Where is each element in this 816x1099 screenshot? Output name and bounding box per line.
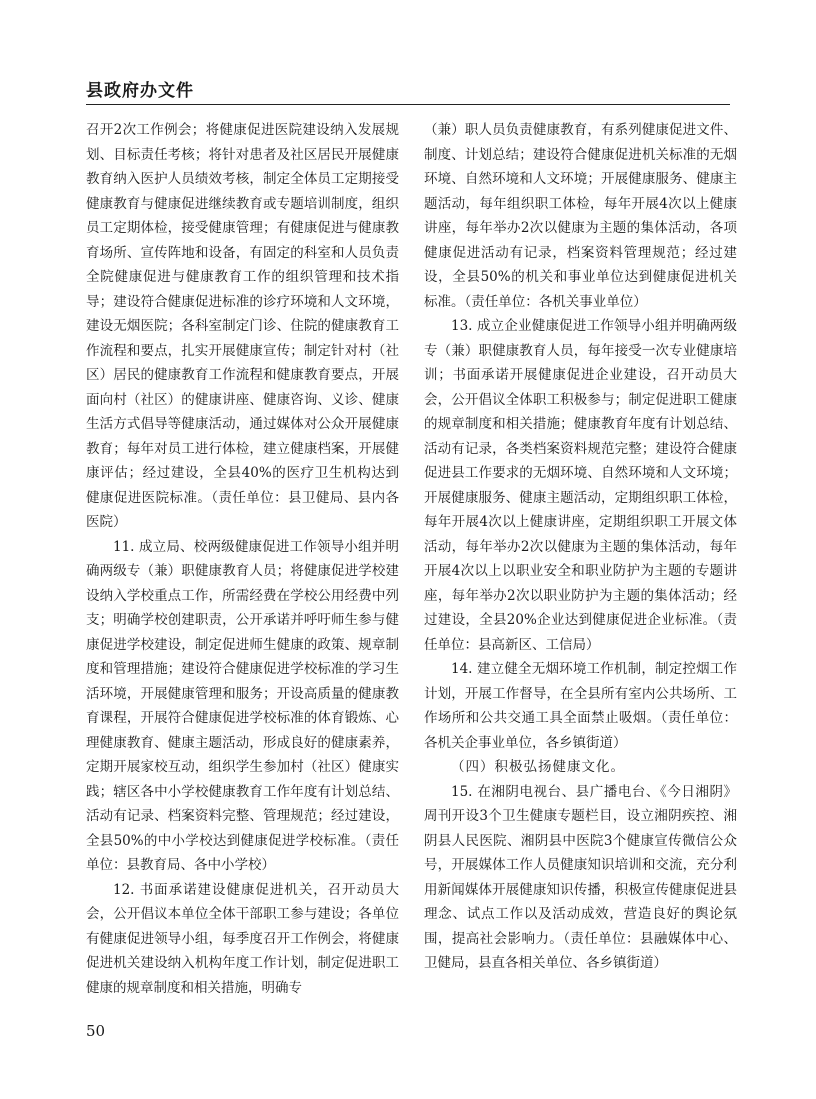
page-number: 50 bbox=[86, 1022, 106, 1040]
page-header bbox=[86, 76, 730, 105]
paragraph-15: 15. 在湘阴电视台、县广播电台、《今日湘阴》周刊开设3个卫生健康专题栏目，设立湘阴疾控、湘阴县人民医院、湘阴县中医院3个健康宣传微信公众号，开展媒体工作人员健康知识培训和交流，充分利用新闻媒体开展健康知识传播，积极宣传健康促进县理念、试点工作以及活动成效，营造良好的舆论氛围，提高社会影响力。（责任单位：县融媒体中心、卫健局，县直各相关单位、各乡镇街道） bbox=[424, 783, 737, 971]
left-column bbox=[86, 118, 399, 1000]
document-header-title: 县政府办文件 bbox=[86, 81, 194, 101]
section-heading-4: （四）积极弘扬健康文化。 bbox=[451, 759, 625, 775]
paragraph-10-continued: 召开2次工作例会；将健康促进医院建设纳入发展规划、目标责任考核；将针对患者及社区居民开展健康教育纳入医护人员绩效考核，制定全体员工定期接受健康教育与健康促进继续教育或专题培训制度，组织员工定期体检，接受健康管理；有健康促进与健康教育场所、宣传阵地和设备，有固定的科室和人员负责全院健康促进与健康教育工作的组织管理和技术指导；建设符合健康促进标准的诊疗环境和人文环境，建设无烟医院；各科室制定门诊、住院的健康教育工作流程和要点，扎实开展健康宣传；制定针对村（社区）居民的健康教育工作流程和健康教育要点，开展面向村（社区）的健康讲座、健康咨询、义诊、健康生活方式倡导等健康活动，通过媒体对公众开展健康教育；每年对员工进行体检，建立健康档案，开展健康评估；经过建设，全县40%的医疗卫生机构达到健康促进医院标准。（责任单位：县卫健局、县内各医院） bbox=[86, 122, 399, 530]
right-column bbox=[424, 118, 737, 976]
paragraph-13: 13. 成立企业健康促进工作领导小组并明确两级专（兼）职健康教育人员，每年接受一次专业健康培训；书面承诺开展健康促进企业建设，召开动员大会，公开倡议全体职工积极参与；制定促进职工健康的规章制度和相关措施；健康教育年度有计划总结、活动有记录，各类档案资料规范完整；建设符合健康促进县工作要求的无烟环境、自然环境和人文环境；开展健康服务、健康主题活动，定期组织职工体检，每年开展4次以上健康讲座，定期组织职工开展文体活动，每年举办2次以健康为主题的集体活动，每年开展4次以上以职业安全和职业防护为主题的专题讲座，每年举办2次以职业防护为主题的集体活动；经过建设，全县20%企业达到健康促进企业标准。（责任单位：县高新区、工信局） bbox=[424, 318, 737, 653]
paragraph-14: 14. 建立健全无烟环境工作机制，制定控烟工作计划，开展工作督导，在全县所有室内公共场所、工作场所和公共交通工具全面禁止吸烟。（责任单位：各机关企事业单位，各乡镇街道） bbox=[424, 661, 737, 751]
paragraph-12: 12. 书面承诺建设健康促进机关，召开动员大会，公开倡议本单位全体干部职工参与建设；各单位有健康促进领导小组，每季度召开工作例会，将健康促进机关建设纳入机构年度工作计划，制定促进职工健康的规章制度和相关措施，明确专 bbox=[86, 881, 399, 996]
paragraph-12-continued: （兼）职人员负责健康教育，有系列健康促进文件、制度、计划总结；建设符合健康促进机关标准的无烟环境、自然环境和人文环境；开展健康服务、健康主题活动，每年组织职工体检，每年开展4次以上健康讲座，每年举办2次以健康为主题的集体活动，各项健康促进活动有记录，档案资料管理规范；经过建设，全县50%的机关和事业单位达到健康促进机关标准。（责任单位：各机关事业单位） bbox=[424, 122, 737, 310]
paragraph-11: 11. 成立局、校两级健康促进工作领导小组并明确两级专（兼）职健康教育人员；将健康促进学校建设纳入学校重点工作，所需经费在学校公用经费中列支；明确学校创建职责，公开承诺并呼吁师生参与健康促进学校建设，制定促进师生健康的政策、规章制度和管理措施；建设符合健康促进学校标准的学习生活环境，开展健康管理和服务；开设高质量的健康教育课程，开展符合健康促进学校标准的体育锻炼、心理健康教育、健康主题活动，形成良好的健康素养，定期开展家校互动，组织学生参加村（社区）健康实践；辖区各中小学校健康教育工作年度有计划总结、活动有记录、档案资料完整、管理规范；经过建设，全县50%的中小学校达到健康促进学校标准。（责任单位：县教育局、各中小学校） bbox=[86, 538, 399, 873]
